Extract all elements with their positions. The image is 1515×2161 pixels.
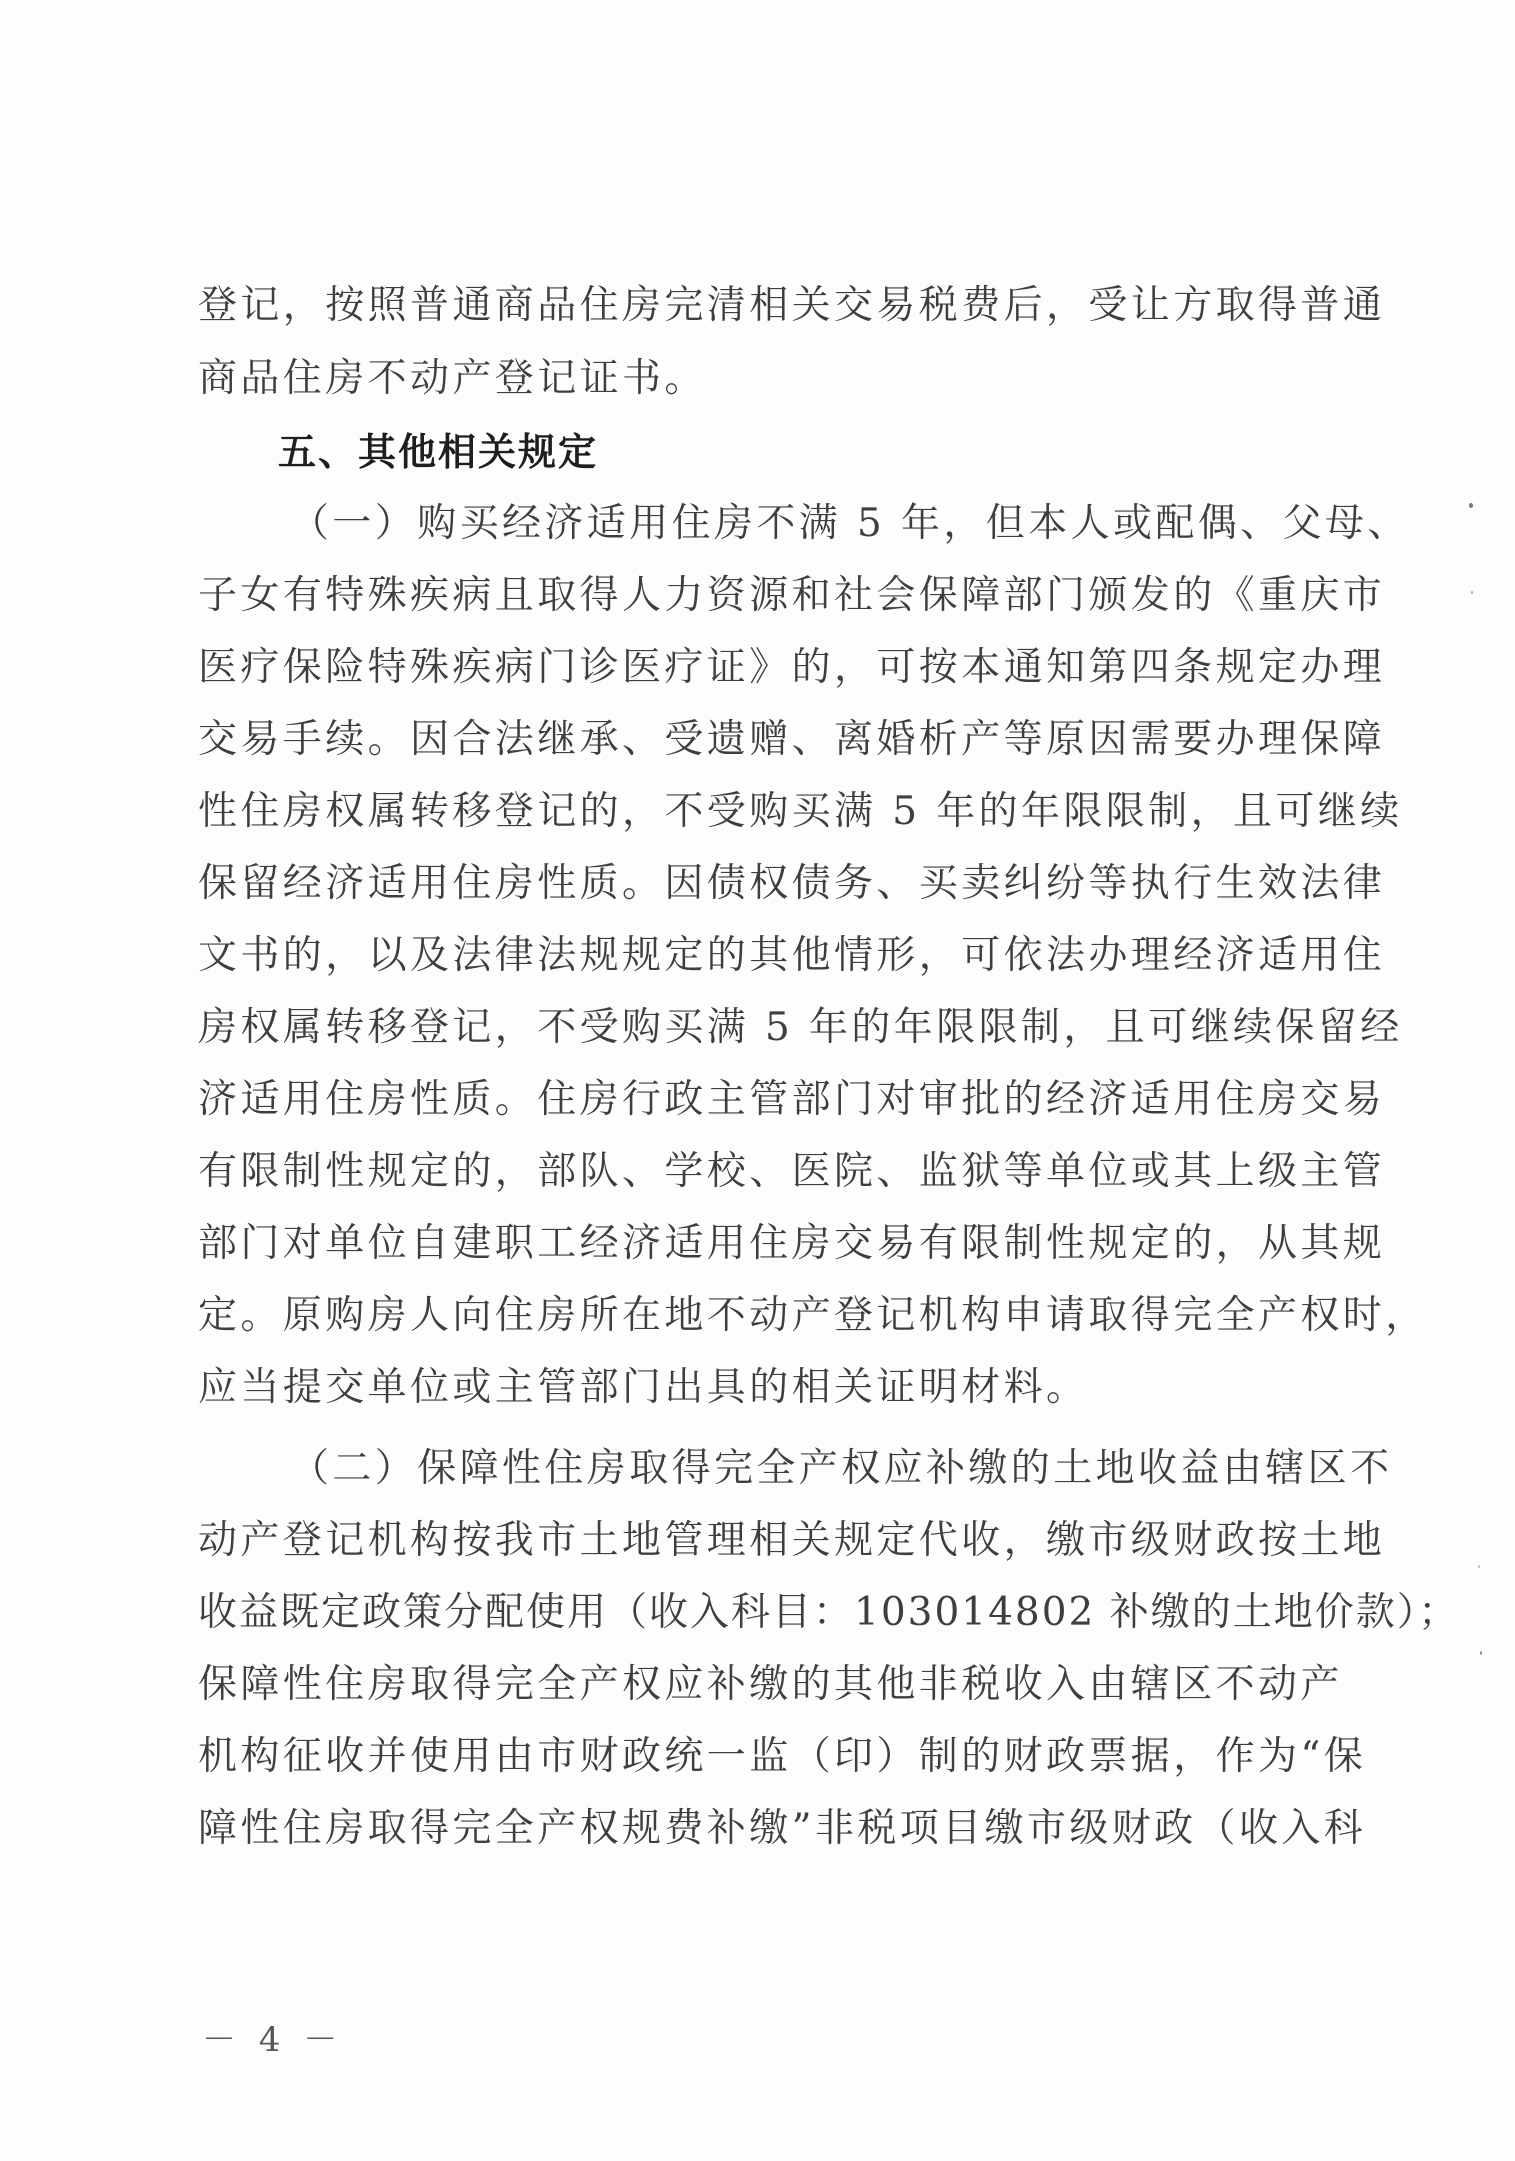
body-line-10: 房权属转移登记，不受购买满 5 年的年限限制，且可继续保留经 bbox=[198, 1005, 1403, 1050]
body-line-4: 子女有特殊疾病且取得人力资源和社会保障部门颁发的《重庆市 bbox=[198, 573, 1386, 618]
body-line-12: 有限制性规定的，部队、学校、医院、监狱等单位或其上级主管 bbox=[198, 1149, 1386, 1194]
body-line-14: 定。原购房人向住房所在地不动产登记机构申请取得完全产权时， bbox=[198, 1293, 1428, 1338]
body-line-11: 济适用住房性质。住房行政主管部门对审批的经济适用住房交易 bbox=[198, 1077, 1386, 1122]
body-line-3: （一）购买经济适用住房不满 5 年，但本人或配偶、父母、 bbox=[290, 501, 1410, 546]
body-line-7: 性住房权属转移登记的，不受购买满 5 年的年限限制，且可继续 bbox=[198, 789, 1403, 834]
body-line-18: 收益既定政策分配使用（收入科目：103014802 补缴的土地价款）； bbox=[198, 1590, 1460, 1635]
scan-speck bbox=[1471, 591, 1473, 594]
body-line-17: 动产登记机构按我市土地管理相关规定代收，缴市级财政按土地 bbox=[198, 1518, 1386, 1563]
page-number: － 4 － bbox=[202, 2020, 344, 2060]
body-line-2: 商品住房不动产登记证书。 bbox=[198, 356, 707, 401]
body-line-20: 机构征收并使用由市财政统一监（印）制的财政票据，作为“保 bbox=[198, 1734, 1367, 1779]
body-line-5: 医疗保险特殊疾病门诊医疗证》的，可按本通知第四条规定办理 bbox=[198, 645, 1386, 690]
body-line-19: 保障性住房取得完全产权应补缴的其他非税收入由辖区不动产 bbox=[198, 1662, 1343, 1707]
section-heading: 五、其他相关规定 bbox=[278, 430, 599, 474]
body-line-15: 应当提交单位或主管部门出具的相关证明材料。 bbox=[198, 1365, 1089, 1410]
body-line-21: 障性住房取得完全产权规费补缴”非税项目缴市级财政（收入科 bbox=[198, 1806, 1367, 1851]
body-line-1: 登记，按照普通商品住房完清相关交易税费后，受让方取得普通 bbox=[198, 283, 1386, 328]
body-line-16: （二）保障性住房取得完全产权应补缴的土地收益由辖区不 bbox=[290, 1446, 1393, 1491]
scan-speck bbox=[1478, 1565, 1480, 1568]
body-line-9: 文书的，以及法律法规规定的其他情形，可依法办理经济适用住 bbox=[198, 933, 1386, 978]
scan-speck bbox=[1480, 1651, 1482, 1655]
body-line-6: 交易手续。因合法继承、受遗赠、离婚析产等原因需要办理保障 bbox=[198, 717, 1386, 762]
scan-speck bbox=[1469, 503, 1473, 508]
body-line-8: 保留经济适用住房性质。因债权债务、买卖纠纷等执行生效法律 bbox=[198, 861, 1386, 906]
body-line-13: 部门对单位自建职工经济适用住房交易有限制性规定的，从其规 bbox=[198, 1221, 1386, 1266]
